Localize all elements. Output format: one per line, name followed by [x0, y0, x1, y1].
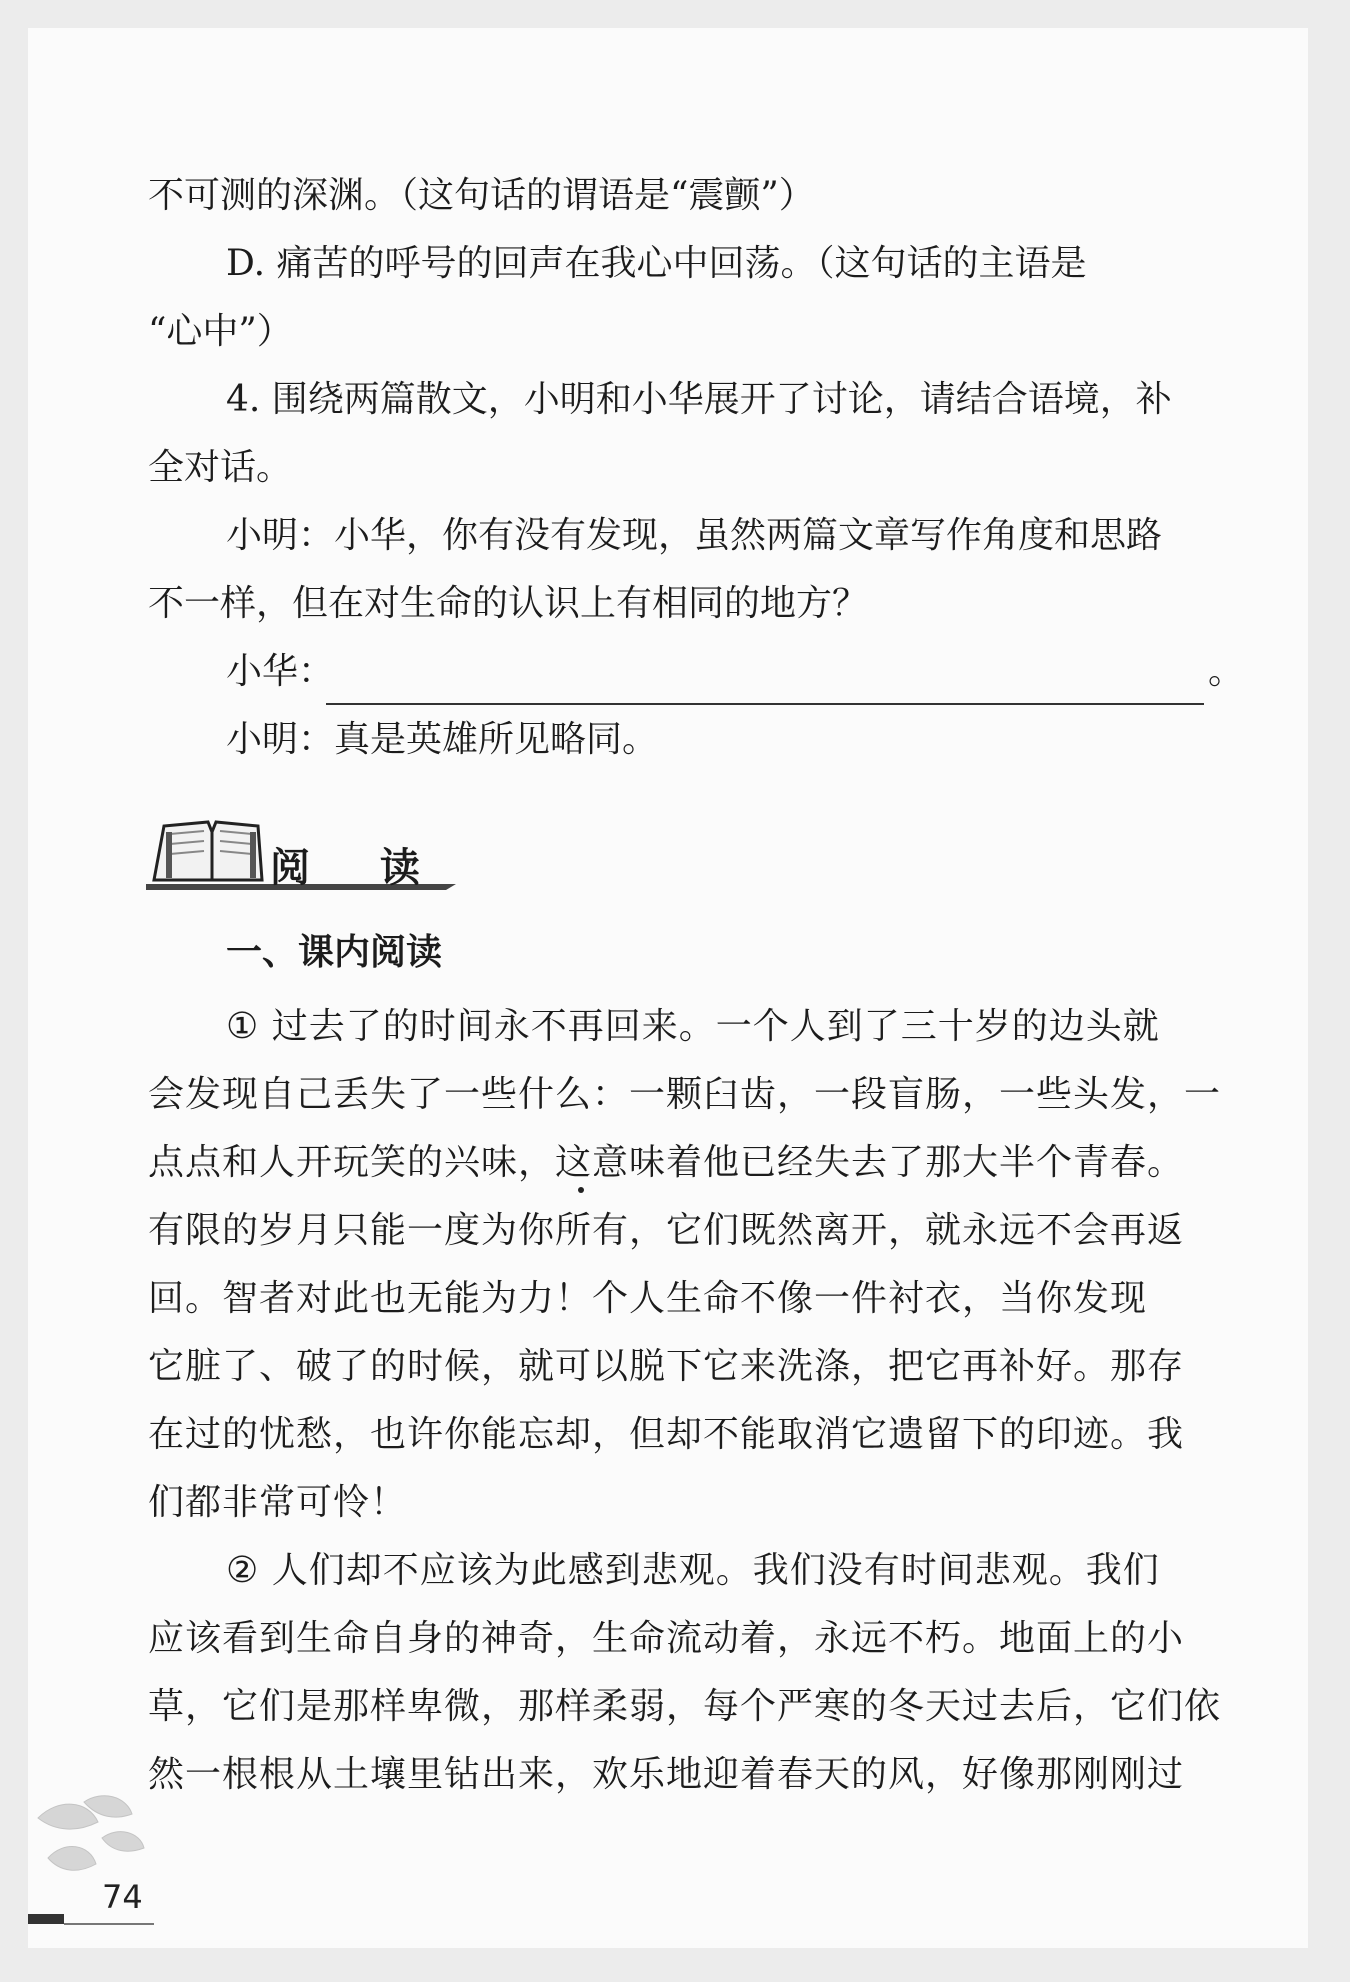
dialogue-xiaohua-label: 小华： — [226, 651, 335, 692]
answer-blank[interactable] — [326, 703, 1204, 705]
section-title: 阅 读 — [270, 845, 448, 891]
reading-line: 应该看到生命自身的神奇，生命流动着，永远不朽。地面上的小 — [148, 1618, 1185, 1659]
reading-line: 有限的岁月只能一度为你所有，它们既然离开，就永远不会再返 — [148, 1210, 1185, 1251]
text-line: 全对话。 — [148, 447, 293, 488]
reading-line: 然一根根从土壤里钻出来，欢乐地迎着春天的风，好像那刚刚过 — [148, 1754, 1185, 1795]
page-number: 74 — [102, 1878, 143, 1916]
period-mark: 。 — [1208, 651, 1245, 692]
reading-line: 回。智者对此也无能为力！个人生命不像一件衬衣，当你发现 — [148, 1278, 1148, 1319]
reading-line: 会发现自己丢失了一些什么：一颗臼齿，一段盲肠，一些头发，一 — [148, 1074, 1222, 1115]
page-number-rule — [64, 1923, 154, 1925]
reading-line: ① 过去了的时间永不再回来。一个人到了三十岁的边头就 — [226, 1006, 1160, 1047]
text-line: D. 痛苦的呼号的回声在我心中回荡。（这句话的主语是 — [226, 243, 1087, 284]
text-line: 不一样，但在对生命的认识上有相同的地方？ — [148, 583, 869, 624]
question-4: 4. 围绕两篇散文，小明和小华展开了讨论，请结合语境，补 — [226, 379, 1172, 420]
dialogue-xiaoming-2: 小明：真是英雄所见略同。 — [226, 719, 659, 760]
text-line: 不可测的深渊。（这句话的谓语是“震颤”） — [148, 175, 815, 216]
textbook-page — [28, 28, 1308, 1948]
leaf-decoration-icon — [28, 1788, 168, 1908]
reading-line: 点点和人开玩笑的兴味，这意味着他已经失去了那大半个青春。 — [148, 1142, 1185, 1183]
dialogue-xiaoming: 小明：小华，你有没有发现，虽然两篇文章写作角度和思路 — [226, 515, 1163, 556]
emphasis-dot — [578, 1187, 584, 1193]
reading-line: 们都非常可怜！ — [148, 1482, 408, 1523]
text-line: “心中”） — [148, 311, 293, 352]
reading-line: ② 人们却不应该为此感到悲观。我们没有时间悲观。我们 — [226, 1550, 1160, 1591]
reading-line: 在过的忧愁，也许你能忘却，但却不能取消它遗留下的印迹。我 — [148, 1414, 1185, 1455]
page-number-bar — [28, 1914, 64, 1924]
reading-line: 它脏了、破了的时候，就可以脱下它来洗涤，把它再补好。那存 — [148, 1346, 1185, 1387]
subheading: 一、课内阅读 — [226, 932, 443, 973]
reading-line: 草，它们是那样卑微，那样柔弱，每个严寒的冬天过去后，它们依 — [148, 1686, 1222, 1727]
